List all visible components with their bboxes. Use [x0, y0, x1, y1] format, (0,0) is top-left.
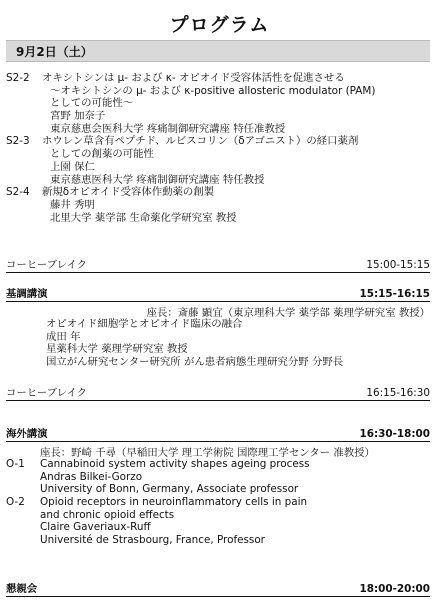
speaker-affiliation: 東京慈恵医科大学 疼痛制御研究講座 特任教授 [50, 173, 265, 186]
speaker-affiliation: 国立がん研究センター研究所 がん患者病態生理研究分野 分野長 [46, 356, 344, 369]
talk-subtitle: ～オキシトシンの μ- および κ-positive allosteric modulator (PAM) [50, 84, 376, 97]
speaker-affiliation: 星薬科大学 薬理学研究室 教授 [46, 343, 188, 356]
date-label: 9月2日（土） [16, 45, 93, 59]
keynote-details [46, 318, 343, 369]
overseas-talk-list [6, 458, 430, 547]
talk-row [6, 212, 430, 225]
talk-title: Cannabinoid system activity shapes ageing process [40, 458, 310, 470]
talk-row [6, 496, 430, 509]
keynote-label: 基調講演 [6, 288, 48, 300]
talk-code: S2-3 [6, 135, 30, 148]
speaker-affiliation: 東京慈恵会医科大学 疼痛制御研究講座 特任准教授 [50, 122, 286, 135]
s2-talk-list [6, 72, 430, 224]
date-bar [6, 40, 430, 62]
keynote-header [6, 288, 430, 302]
talk-title: ホウレン草含有ペプチド、ルビスコリン（δアゴニスト）の経口薬剤 [42, 135, 359, 148]
coffee-break-1 [6, 259, 430, 273]
keynote-title: オピオイド細胞学とオピオイド臨床の融合 [46, 318, 243, 330]
speaker-name: 成田 年 [46, 330, 81, 343]
talk-subtitle: としての可能性～ [50, 97, 134, 110]
talk-row [6, 123, 430, 136]
overseas-time: 16:30-18:00 [359, 428, 430, 440]
talk-row [6, 161, 430, 174]
coffee-break-2 [6, 387, 430, 401]
talk-title: オキシトシンは μ- および κ- オピオイド受容体活性を促進させる [42, 72, 345, 84]
talk-title: 新規δオピオイド受容体作動薬の創製 [42, 186, 215, 199]
speaker-name: 上園 保仁 [50, 160, 95, 173]
talk-row [6, 199, 430, 212]
speaker-name: Andras Bilkei-Gorzo [40, 470, 143, 483]
overseas-header [6, 428, 430, 442]
talk-code: O-1 [6, 458, 25, 470]
keynote-time: 15:15-16:15 [359, 288, 430, 300]
talk-row [6, 458, 430, 471]
talk-row [6, 471, 430, 484]
talk-row [6, 85, 430, 98]
talk-title: としての創薬の可能性 [50, 148, 154, 161]
talk-code: O-2 [6, 496, 25, 509]
coffee-break-time: 16:15-16:30 [366, 387, 430, 399]
talk-row [6, 97, 430, 110]
coffee-break-label: コーヒーブレイク [6, 387, 88, 399]
talk-row [6, 148, 430, 161]
reception-header [6, 583, 430, 597]
talk-row [6, 72, 430, 85]
speaker-affiliation: 北里大学 薬学部 生命薬化学研究室 教授 [50, 211, 237, 224]
speaker-name: Claire Gaveriaux-Ruff [40, 521, 151, 534]
coffee-break-label: コーヒーブレイク [6, 259, 88, 271]
talk-code: S2-2 [6, 72, 30, 84]
speaker-affiliation: University of Bonn, Germany, Associate professor [40, 483, 299, 496]
talk-row [6, 186, 430, 199]
overseas-label: 海外講演 [6, 428, 48, 440]
talk-row [6, 483, 430, 496]
talk-code: S2-4 [6, 186, 30, 199]
talk-row [6, 534, 430, 547]
reception-time: 18:00-20:00 [359, 583, 430, 595]
keynote-chair: 座長：斎藤 顕宜（東京理科大学 薬学部 薬理学研究室 教授） [146, 307, 430, 319]
coffee-break-time: 15:00-15:15 [366, 259, 430, 271]
speaker-name: 宮野 加奈子 [50, 110, 106, 123]
talk-row [6, 174, 430, 187]
speaker-affiliation: Université de Strasbourg, France, Professor [40, 534, 265, 547]
talk-row [6, 135, 430, 148]
overseas-chair: 座長：野崎 千尋（早稲田大学 理工学術院 国際理工学センター 准教授） [40, 447, 375, 459]
talk-title: Opioid receptors in neuroinflammatory cells in pain [40, 496, 308, 509]
reception-label: 懇親会 [6, 583, 38, 595]
talk-row [6, 509, 430, 522]
talk-row [6, 110, 430, 123]
talk-row [6, 521, 430, 534]
page-title: プログラム [169, 14, 270, 36]
speaker-name: 藤井 秀明 [50, 198, 95, 211]
talk-title: and chronic opioid effects [40, 508, 175, 521]
